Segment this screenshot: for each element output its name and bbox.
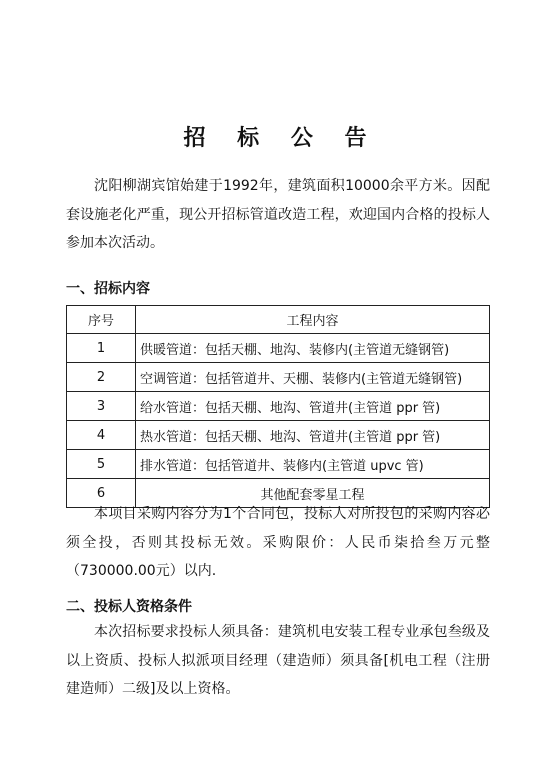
tender-content-table [66,305,490,508]
procurement-note: 本项目采购内容分为1个合同包，投标人对所投包的采购内容必须全投，否则其投标无效。采购限价：人民币柒拾叁万元整（730000.00元）以内. [66,506,490,579]
table-row [67,392,490,421]
row-content: 空调管道：包括管道井、天棚、装修内(主管道无缝钢管) [136,363,490,392]
qualification-paragraph: 本次招标要求投标人须具备：建筑机电安装工程专业承包叁级及以上资质、投标人拟派项目经理（建造师）须具备[机电工程（注册建造师）二级]及以上资格。 [66,624,490,697]
row-number: 3 [67,392,136,421]
header-number: 序号 [67,306,136,334]
row-content: 排水管道：包括管道井、装修内(主管道 upvc 管) [136,450,490,479]
table-row [67,421,490,450]
row-number: 2 [67,363,136,392]
header-content: 工程内容 [136,306,490,334]
row-number: 5 [67,450,136,479]
intro-paragraph: 沈阳柳湖宾馆始建于1992年，建筑面积10000余平方米。因配套设施老化严重，现公开招标管道改造工程，欢迎国内合格的投标人参加本次活动。 [66,178,490,251]
row-content: 供暖管道：包括天棚、地沟、装修内(主管道无缝钢管) [136,334,490,363]
row-number: 1 [67,334,136,363]
table-header-row [67,306,490,334]
table-row [67,363,490,392]
table-row [67,334,490,363]
table-row [67,450,490,479]
row-content: 热水管道：包括天棚、地沟、管道井(主管道 ppr 管) [136,421,490,450]
row-content: 其他配套零星工程 [136,479,490,508]
section2-heading: 二、投标人资格条件 [66,599,192,615]
row-number: 6 [67,479,136,508]
section1-heading: 一、招标内容 [66,281,150,297]
document-title: 招 标 公 告 [183,126,379,151]
row-number: 4 [67,421,136,450]
row-content: 给水管道：包括天棚、地沟、管道井(主管道 ppr 管) [136,392,490,421]
